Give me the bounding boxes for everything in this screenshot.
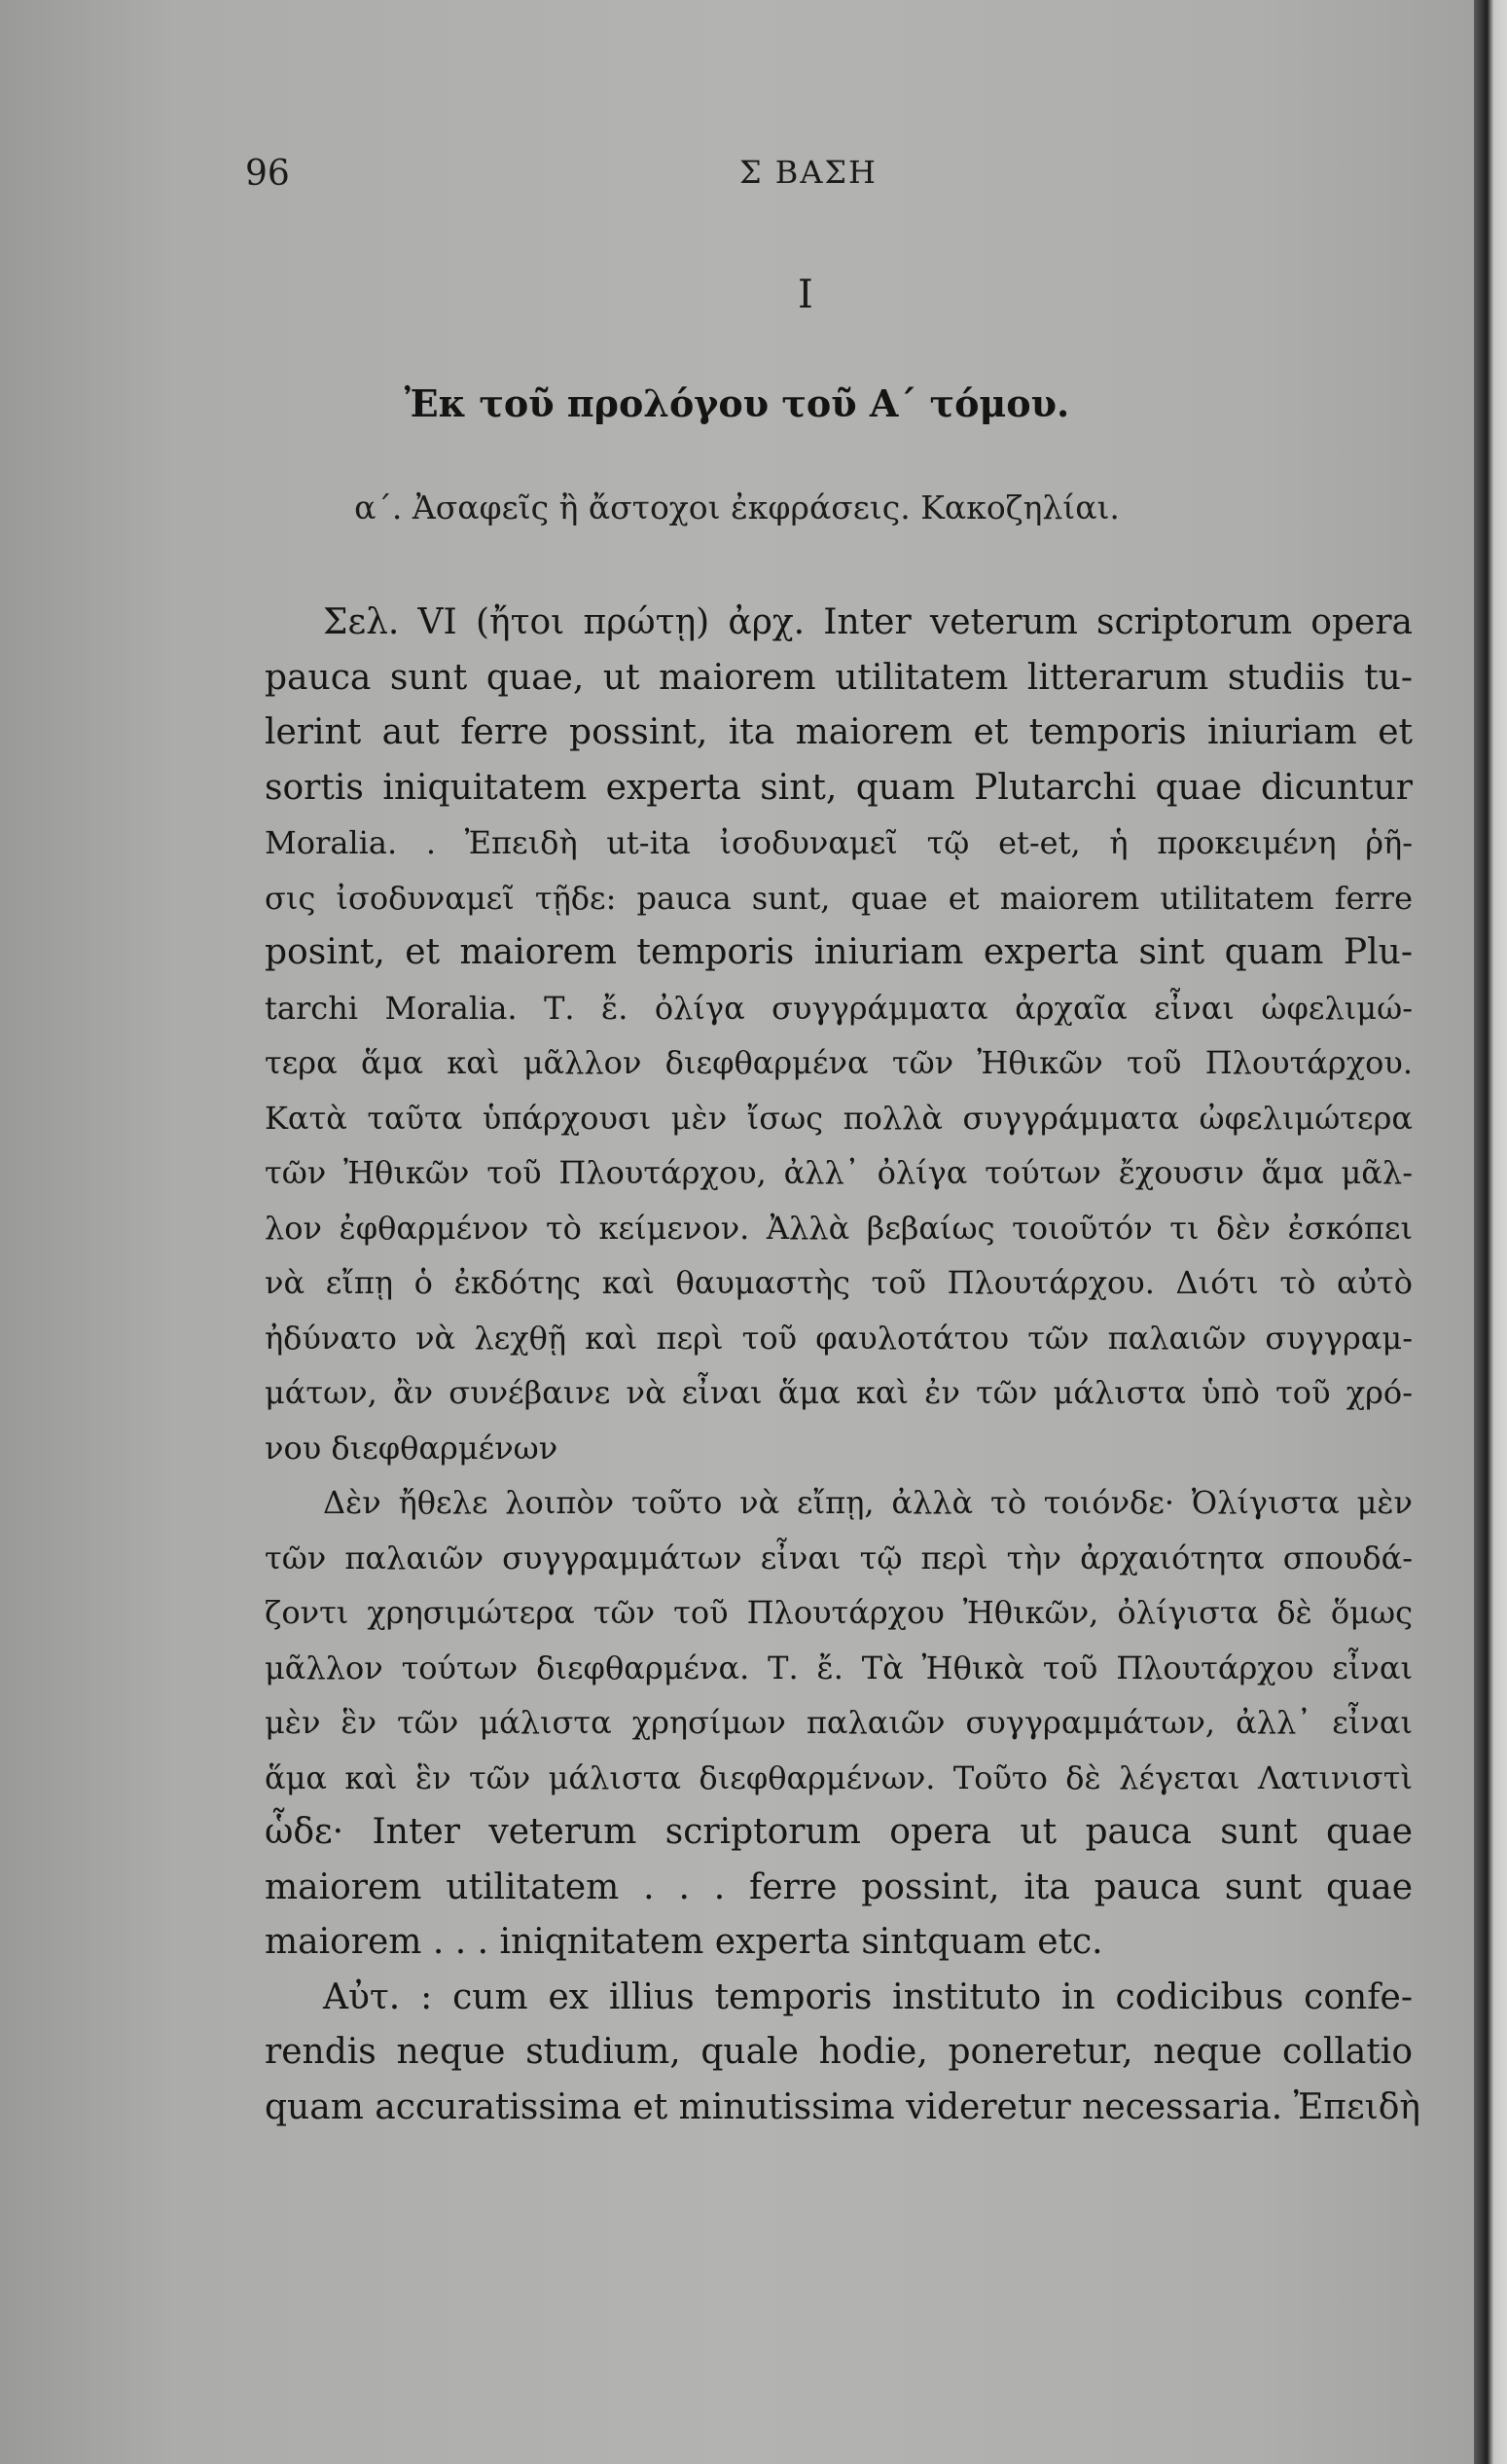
text-line: ζοντι χρησιμώτερα τῶν τοῦ Πλουτάρχου Ἠθικῶν, ὀλίγιστα δὲ ὅμως [265, 1594, 1413, 1631]
text-line: τῶν Ἠθικῶν τοῦ Πλουτάρχου, ἀλλ᾽ ὀλίγα τούτων ἔχουσιν ἅμα μᾶλ- [265, 1154, 1413, 1191]
text-line: Σελ. VI (ἤτοι πρώτῃ) ἀρχ. Inter veterum scriptorum opera [323, 602, 1413, 642]
text-line: Moralia. . Ἐπειδὴ ut-ita ἰσοδυναμεῖ τῷ et-et, ἡ προκειμένη ῥῆ- [265, 824, 1413, 861]
text-line: Κατὰ ταῦτα ὑπάρχουσι μὲν ἴσως πολλὰ συγγράμματα ὠφελιμώτερα [265, 1099, 1413, 1137]
body-text [265, 596, 1420, 2135]
text-line: posint, et maiorem temporis iniuriam experta sint quam Plu- [265, 932, 1413, 972]
text-line: sortis iniquitatem experta sint, quam Plutarchi quae dicuntur [265, 767, 1413, 808]
section-heading: Ἐκ τοῦ προλόγου τοῦ Α΄ τόμου. [404, 381, 1070, 425]
text-line: tarchi Moralia. Τ. ἔ. ὀλίγα συγγράμματα ἀρχαῖα εἶναι ὠφελιμώ- [265, 989, 1413, 1027]
text-line: pauca sunt quae, ut maiorem utilitatem litterarum studiis tu- [265, 657, 1413, 698]
text-line: λον ἐφθαρμένον τὸ κείμενον. Ἀλλὰ βεβαίως τοιοῦτόν τι δὲν ἐσκόπει [265, 1209, 1413, 1247]
text-line: νὰ εἴπῃ ὁ ἐκδότης καὶ θαυμαστὴς τοῦ Πλουτάρχου. Διότι τὸ αὐτὸ [265, 1264, 1413, 1301]
text-line: rendis neque studium, quale hodie, poneretur, neque collatio [265, 2032, 1413, 2072]
text-line: τῶν παλαιῶν συγγραμμάτων εἶναι τῷ περὶ τὴν ἀρχαιότητα σπουδά- [265, 1539, 1413, 1576]
section-number: I [798, 272, 813, 317]
page-binding-edge [1474, 0, 1507, 2464]
text-line: ἠδύνατο νὰ λεχθῇ καὶ περὶ τοῦ φαυλοτάτου τῶν παλαιῶν συγγραμ- [265, 1319, 1413, 1357]
section-subheading: α΄. Ἀσαφεῖς ἢ ἄστοχοι ἐκφράσεις. Κακοζηλίαι. [354, 489, 1120, 526]
running-title: Σ ΒΑΣΗ [739, 154, 878, 191]
text-line: ὧδε· Inter veterum scriptorum opera ut pauca sunt quae [265, 1812, 1413, 1852]
text-line: ἅμα καὶ ἓν τῶν μάλιστα διεφθαρμένων. Τοῦτο δὲ λέγεται Λατινιστὶ [265, 1758, 1413, 1796]
text-line: Αὐτ. : cum ex illius temporis instituto in codicibus confe- [323, 1976, 1413, 2017]
text-line: τερα ἅμα καὶ μᾶλλον διεφθαρμένα τῶν Ἠθικῶν τοῦ Πλουτάρχου. [265, 1044, 1413, 1081]
text-line: quam accuratissima et minutissima videretur necessaria. Ἐπειδὴ [265, 2086, 1420, 2127]
text-line: μᾶλλον τούτων διεφθαρμένα. Τ. ἔ. Τὰ Ἠθικὰ τοῦ Πλουτάρχου εἶναι [265, 1649, 1413, 1686]
text-line: lerint aut ferre possint, ita maiorem et temporis iniuriam et [265, 712, 1413, 752]
text-line: maiorem . . . iniqnitatem experta sintquam etc. [265, 1922, 1103, 1962]
text-line: μάτων, ἂν συνέβαινε νὰ εἶναι ἅμα καὶ ἐν τῶν μάλιστα ὑπὸ τοῦ χρό- [265, 1374, 1413, 1411]
text-line: σις ἰσοδυναμεῖ τῇδε: pauca sunt, quae et maiorem utilitatem ferre [265, 879, 1413, 917]
text-line: maiorem utilitatem . . . ferre possint, ita pauca sunt quae [265, 1866, 1413, 1907]
text-line: νου διεφθαρμένων [265, 1429, 558, 1467]
text-line: Δὲν ἤθελε λοιπὸν τοῦτο νὰ εἴπῃ, ἀλλὰ τὸ τοιόνδε· Ὀλίγιστα μὲν [323, 1484, 1413, 1521]
page-number: 96 [245, 154, 290, 194]
text-line: μὲν ἓν τῶν μάλιστα χρησίμων παλαιῶν συγγραμμάτων, ἀλλ᾽ εἶναι [265, 1704, 1413, 1741]
running-head [0, 154, 1474, 212]
